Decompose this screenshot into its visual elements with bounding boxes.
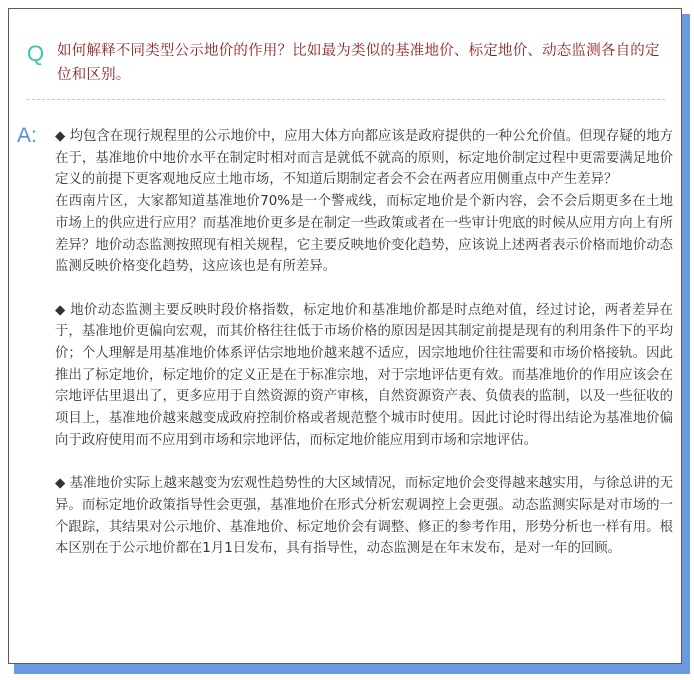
- answer-paragraph-1: ◆ 均包含在现行规程里的公示地价中，应用大体方向都应该是政府提供的一种公允价值。但现存疑的地方在于，基准地价中地价水平在制定时相对而言是就低不就高的原则，标定地价制定过程中更需要满足地价定义的前提下更客观地反应土地市场，不知道后期制定者会不会在两者应用侧重点中产生差异？: [55, 129, 673, 188]
- answer-body: [55, 126, 673, 560]
- question-label: Q: [27, 41, 45, 66]
- answer-paragraph-2: 在西南片区，大家都知道基准地价70%是一个警戒线，而标定地价是个新内容，会不会后期更多在土地市场上的供应进行应用？而基准地价更多是在制定一些政策或者在一些审计兜底的时候从应用方向上有所差异？地价动态监测按照现有相关规程，它主要反映地价变化趋势，应该说上述两者表示价格而地价动态监测反映价格变化趋势，这应该也是有所差异。: [55, 194, 673, 275]
- dashed-divider: [27, 99, 665, 100]
- question-text: 如何解释不同类型公示地价的作用？比如最为类似的基准地价、标定地价、动态监测各自的定位和区别。: [57, 43, 660, 83]
- answer-paragraph-4: ◆ 基准地价实际上越来越变为宏观性趋势性的大区域情况，而标定地价会变得越来越实用，与徐总讲的无异。而标定地价政策指导性会更强，基准地价在形式分析宏观调控上会更强。动态监测实际是对市场的一个跟踪，其结果对公示地价、基准地价、标定地价会有调整、修正的参考作用，形势分析也一样有用。根本区别在于公示地价都在1月1日发布，具有指导性，动态监测是在年末发布，是对一年的回顾。: [55, 476, 673, 557]
- qa-card: [8, 8, 682, 664]
- answer-paragraph-3: ◆ 地价动态监测主要反映时段价格指数，标定地价和基准地价都是时点绝对值，经过讨论，两者差异在于，基准地价更偏向宏观，而其价格往往低于市场价格的原因是因其制定前提是现有的利用条件下的平均价；个人理解是用基准地价体系评估宗地地价越来越不适应，因宗地地价往往需要和市场价格接轨。因此推出了标定地价，标定地价的定义正是在于标准宗地，对于宗地评估更有效。而基准地价的作用应该会在宗地评估里退出了，更多应用于自然资源的资产审核，自然资源资产表、负债表的监制，以及一些征收的项目上，基准地价越来越变成政府控制价格或者规范整个城市时使用。因此讨论时得出结论为基准地价偏向于政府使用而不应用到市场和宗地评估，而标定地价能应用到市场和宗地评估。: [55, 302, 673, 448]
- answer-label: A:: [17, 124, 37, 147]
